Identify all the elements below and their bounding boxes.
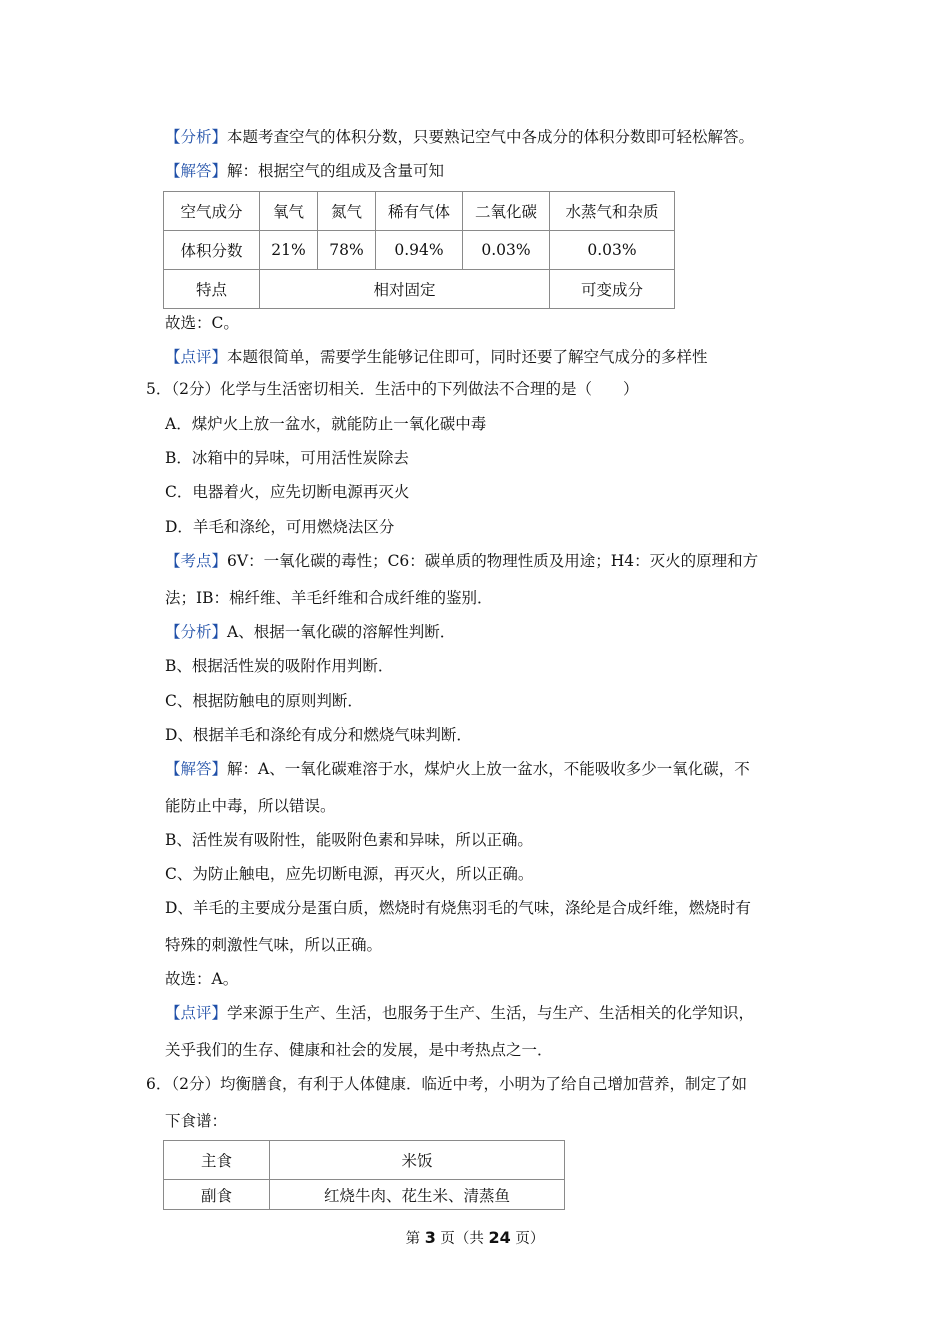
q5-analysis <box>165 621 455 643</box>
table-cell: 21% <box>260 231 318 270</box>
kaodian-tag: 【考点】 <box>165 552 228 570</box>
analysis-tag: 【分析】 <box>165 128 228 146</box>
q5-analysis-d: D、根据羊毛和涤纶有成分和燃烧气味判断． <box>165 726 472 744</box>
q5-analysis-c: C、根据防触电的原则判断． <box>165 692 363 710</box>
answer-tag: 【解答】 <box>165 760 228 778</box>
table-cell: 0.03% <box>550 231 675 270</box>
q4-choice: 故选：C。 <box>165 314 239 332</box>
total-pages: 24 <box>488 1228 511 1247</box>
table-cell: 氧气 <box>260 192 318 231</box>
q4-answer <box>165 160 444 182</box>
air-composition-table <box>163 191 675 309</box>
q6-stem-cont: 下食谱： <box>165 1112 228 1130</box>
answer-tag: 【解答】 <box>165 162 228 180</box>
table-cell: 0.03% <box>463 231 550 270</box>
table-cell: 稀有气体 <box>376 192 463 231</box>
q5-answer-a-cont: 能防止中毒，所以错误。 <box>165 797 336 815</box>
table-row <box>164 192 675 231</box>
analysis-tag: 【分析】 <box>165 623 228 641</box>
table-cell: 78% <box>318 231 376 270</box>
table-cell: 主食 <box>164 1141 270 1180</box>
table-cell: 红烧牛肉、花生米、清蒸鱼 <box>270 1180 565 1210</box>
table-cell: 体积分数 <box>164 231 260 270</box>
footer-suffix: 页） <box>510 1231 545 1247</box>
analysis-text: A、根据一氧化碳的溶解性判断． <box>227 623 456 641</box>
q4-analysis <box>165 126 754 148</box>
kaodian-text: 6V：一氧化碳的毒性；C6：碳单质的物理性质及用途；H4：灭火的原理和方 <box>227 552 759 570</box>
table-cell: 0.94% <box>376 231 463 270</box>
q5-option-d: D．羊毛和涤纶，可用燃烧法区分 <box>165 518 395 536</box>
comment-tag: 【点评】 <box>165 348 228 366</box>
comment-tag: 【点评】 <box>165 1004 228 1022</box>
q5-option-a: A．煤炉火上放一盆水，就能防止一氧化碳中毒 <box>165 415 487 433</box>
footer-prefix: 第 <box>405 1231 425 1247</box>
table-cell: 空气成分 <box>164 192 260 231</box>
footer-middle: 页（共 <box>435 1231 489 1247</box>
table-row <box>164 1180 565 1210</box>
q5-option-b: B．冰箱中的异味，可用活性炭除去 <box>165 449 409 467</box>
q5-analysis-b: B、根据活性炭的吸附作用判断． <box>165 657 394 675</box>
q5-choice: 故选：A。 <box>165 970 239 988</box>
analysis-text: 本题考查空气的体积分数，只要熟记空气中各成分的体积分数即可轻松解答。 <box>227 128 755 146</box>
q5-comment <box>165 1002 754 1024</box>
table-cell: 米饭 <box>270 1141 565 1180</box>
q5-comment-cont: 关乎我们的生存、健康和社会的发展，是中考热点之一． <box>165 1041 553 1059</box>
table-cell: 可变成分 <box>550 270 675 309</box>
table-cell: 相对固定 <box>260 270 550 309</box>
q5-answer-b: B、活性炭有吸附性，能吸附色素和异味，所以正确。 <box>165 831 533 849</box>
page-number: 3 <box>424 1228 436 1247</box>
table-row <box>164 231 675 270</box>
q6-stem: 6．（2分）均衡膳食，有利于人体健康．临近中考，小明为了给自己增加营养，制定了如 <box>146 1075 747 1093</box>
comment-text: 本题很简单，需要学生能够记住即可，同时还要了解空气成分的多样性 <box>227 348 708 366</box>
q4-comment <box>165 346 708 368</box>
q5-answer <box>165 758 750 780</box>
table-row <box>164 1141 565 1180</box>
q5-answer-d-cont: 特殊的刺激性气味，所以正确。 <box>165 936 383 954</box>
table-row <box>164 270 675 309</box>
q5-stem: 5．（2分）化学与生活密切相关．生活中的下列做法不合理的是（ ） <box>146 380 639 398</box>
q5-option-c: C．电器着火，应先切断电源再灭火 <box>165 483 410 501</box>
menu-table <box>163 1140 565 1210</box>
q5-answer-d: D、羊毛的主要成分是蛋白质，燃烧时有烧焦羽毛的气味，涤纶是合成纤维，燃烧时有 <box>165 899 751 917</box>
table-cell: 氮气 <box>318 192 376 231</box>
table-cell: 特点 <box>164 270 260 309</box>
q5-kaodian-cont: 法；IB：棉纤维、羊毛纤维和合成纤维的鉴别． <box>165 589 493 607</box>
q5-kaodian <box>165 550 758 572</box>
table-cell: 水蒸气和杂质 <box>550 192 675 231</box>
table-cell: 二氧化碳 <box>463 192 550 231</box>
q5-answer-c: C、为防止触电，应先切断电源，再灭火，所以正确。 <box>165 865 534 883</box>
page-footer <box>0 1227 950 1248</box>
answer-text: 解：根据空气的组成及含量可知 <box>227 162 445 180</box>
answer-text: 解：A、一氧化碳难溶于水，煤炉火上放一盆水，不能吸收多少一氧化碳，不 <box>227 760 750 778</box>
comment-text: 学来源于生产、生活，也服务于生产、生活，与生产、生活相关的化学知识， <box>227 1004 755 1022</box>
table-cell: 副食 <box>164 1180 270 1210</box>
